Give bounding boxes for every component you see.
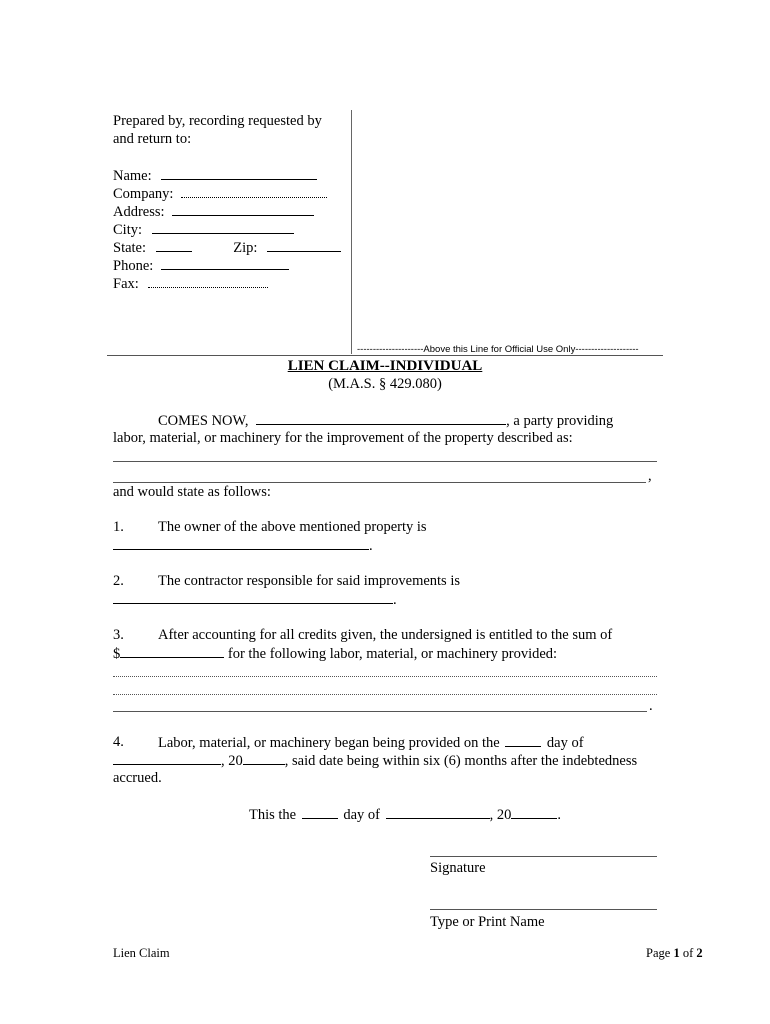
- fax-label: Fax:: [113, 276, 139, 292]
- provided-line-3[interactable]: [113, 711, 647, 712]
- start-year-blank[interactable]: [243, 751, 285, 765]
- comes-now-line: [158, 411, 613, 430]
- prepared-by-line2: and return to:: [113, 131, 192, 147]
- start-month-blank[interactable]: [113, 751, 221, 765]
- dated-day-of-text: day of: [343, 807, 381, 823]
- owner-line: [113, 536, 373, 555]
- name-blank[interactable]: [161, 166, 317, 180]
- page-prefix: Page: [646, 946, 671, 960]
- provided-line-2[interactable]: [113, 694, 657, 695]
- city-field: [113, 220, 294, 239]
- zip-label: Zip:: [233, 240, 258, 256]
- name-field: [113, 166, 317, 185]
- labor-line: labor, material, or machinery for the improvement of the property described as:: [113, 430, 573, 446]
- item-4-line3: accrued.: [113, 770, 162, 786]
- dated-day-blank[interactable]: [302, 805, 338, 819]
- item-4-line2: [113, 751, 637, 770]
- zip-blank[interactable]: [267, 238, 341, 252]
- official-use-line: ---------------------Above this Line for Official Use Only--------------------: [357, 344, 639, 355]
- claimant-blank[interactable]: [256, 411, 506, 425]
- amount-line: [113, 644, 557, 663]
- state-blank[interactable]: [156, 238, 192, 252]
- address-blank[interactable]: [172, 202, 314, 216]
- dated-month-blank[interactable]: [386, 805, 490, 819]
- company-field: [113, 184, 327, 203]
- this-the-text: This the: [249, 807, 297, 823]
- document-title: LIEN CLAIM--INDIVIDUAL: [287, 358, 483, 374]
- item-4-text: Labor, material, or machinery began being provided on the: [158, 735, 500, 751]
- item-4-comma-20: , 20: [221, 753, 243, 769]
- party-providing-text: , a party providing: [506, 413, 614, 429]
- fax-blank[interactable]: [148, 274, 268, 288]
- print-name-label: Type or Print Name: [430, 914, 545, 930]
- item-3-text: After accounting for all credits given, the undersigned is entitled to the sum of: [158, 627, 613, 643]
- city-blank[interactable]: [152, 220, 294, 234]
- item-2-number: 2.: [113, 573, 124, 589]
- dated-period: .: [557, 807, 562, 823]
- phone-blank[interactable]: [161, 256, 289, 270]
- print-name-line[interactable]: [430, 909, 657, 910]
- company-blank[interactable]: [181, 184, 327, 198]
- footer-left: Lien Claim: [113, 946, 170, 960]
- item-4-line1: [158, 733, 584, 752]
- property-description-line-1[interactable]: [113, 461, 657, 462]
- item-3-number: 3.: [113, 627, 124, 643]
- owner-blank[interactable]: [113, 536, 369, 550]
- contractor-line: [113, 590, 397, 609]
- state-zip-field: [113, 238, 341, 257]
- item-4-day-of: day of: [546, 735, 584, 751]
- page-of: of: [682, 946, 694, 960]
- header-divider-vertical: [351, 110, 352, 354]
- dated-year-blank[interactable]: [511, 805, 557, 819]
- provided-line-1[interactable]: [113, 676, 657, 677]
- page-total: 2: [696, 946, 703, 960]
- statute-reference: (M.A.S. § 429.080): [328, 376, 442, 392]
- comes-now-text: COMES NOW,: [158, 413, 249, 429]
- address-label: Address:: [113, 204, 165, 220]
- item-3-text2: for the following labor, material, or machinery provided:: [227, 646, 558, 662]
- signature-line[interactable]: [430, 856, 657, 857]
- fax-field: [113, 274, 268, 293]
- state-as-follows: and would state as follows:: [113, 484, 271, 500]
- item-4-text2: , said date being within six (6) months after the indebtedness: [284, 753, 638, 769]
- dated-line: [249, 805, 561, 824]
- company-label: Company:: [113, 186, 174, 202]
- item-1-text: The owner of the above mentioned property is: [158, 519, 427, 535]
- provided-period: .: [649, 698, 653, 714]
- property-description-comma: ,: [648, 468, 652, 484]
- dollar-sign: $: [113, 646, 121, 662]
- signature-label: Signature: [430, 860, 486, 876]
- amount-blank[interactable]: [120, 644, 224, 658]
- phone-field: [113, 256, 289, 275]
- phone-label: Phone:: [113, 258, 154, 274]
- dated-comma-20: , 20: [489, 807, 512, 823]
- owner-period: .: [369, 538, 373, 554]
- state-label: State:: [113, 240, 147, 256]
- page-current: 1: [673, 946, 680, 960]
- item-4-number: 4.: [113, 734, 124, 750]
- address-field: [113, 202, 314, 221]
- header-divider-horizontal: [107, 355, 663, 356]
- item-2-text: The contractor responsible for said improvements is: [158, 573, 461, 589]
- page-number: [646, 944, 703, 962]
- prepared-by-line1: Prepared by, recording requested by: [113, 113, 322, 129]
- contractor-period: .: [393, 592, 397, 608]
- item-1-number: 1.: [113, 519, 124, 535]
- contractor-blank[interactable]: [113, 590, 393, 604]
- name-label: Name:: [113, 168, 152, 184]
- city-label: City:: [113, 222, 143, 238]
- start-day-blank[interactable]: [505, 733, 541, 747]
